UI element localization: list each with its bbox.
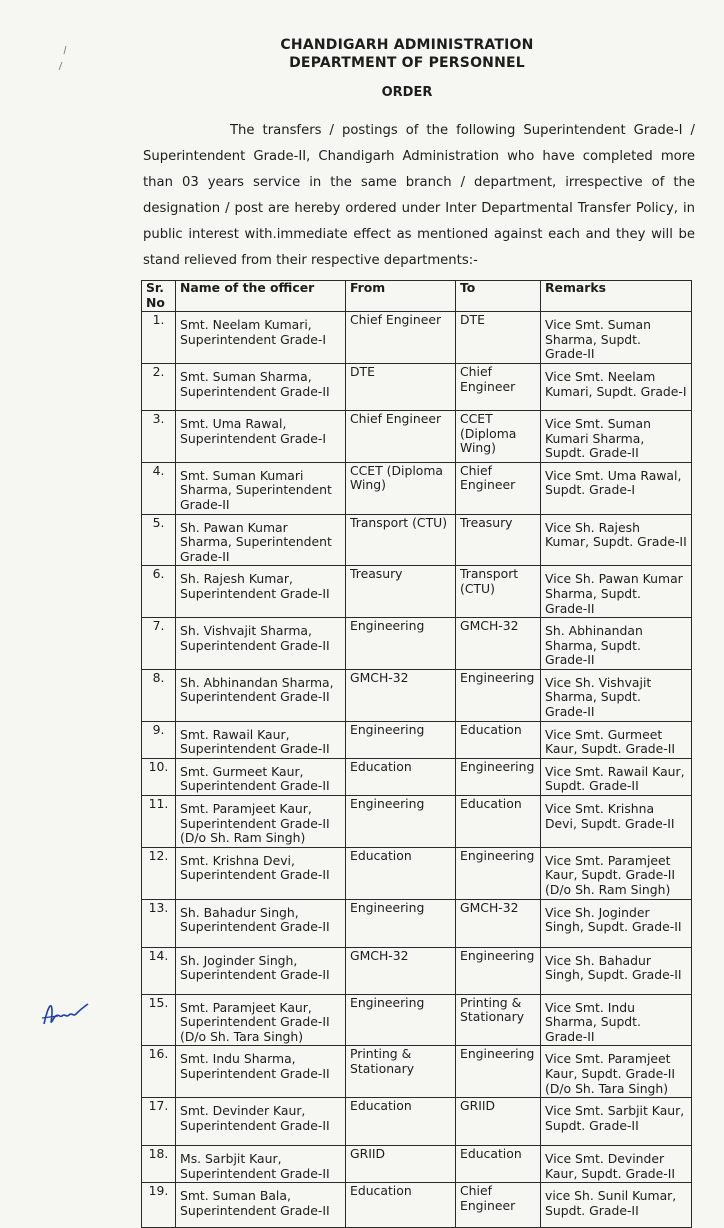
cell-to: GRIID — [456, 1098, 541, 1146]
cell-to: Engineering — [456, 669, 541, 721]
cell-sr: 8. — [142, 669, 176, 721]
table-row — [142, 618, 692, 670]
cell-sr: 11. — [142, 796, 176, 848]
cell-sr: 12. — [142, 847, 176, 899]
pen-stroke-mark-icon — [56, 44, 70, 74]
cell-sr: 15. — [142, 994, 176, 1046]
cell-remarks: Vice Sh. Pawan Kumar Sharma, Supdt. Grade-II — [541, 566, 692, 618]
table-row — [142, 1146, 692, 1183]
cell-sr: 16. — [142, 1046, 176, 1098]
cell-remarks: Vice Smt. Uma Rawal, Supdt. Grade-I — [541, 462, 692, 514]
cell-from: Education — [346, 1183, 456, 1228]
cell-to: Education — [456, 796, 541, 848]
order-heading: ORDER — [381, 85, 433, 100]
cell-name: Smt. Paramjeet Kaur, Superintendent Grade-II (D/o Sh. Ram Singh) — [176, 796, 346, 848]
table-header-row — [142, 281, 692, 312]
cell-to: Education — [456, 721, 541, 758]
cell-to: DTE — [456, 312, 541, 364]
cell-from: Transport (CTU) — [346, 514, 456, 566]
cell-remarks: Vice Smt. Indu Sharma, Supdt. Grade-II — [541, 994, 692, 1046]
cell-from: DTE — [346, 363, 456, 410]
table-row — [142, 514, 692, 566]
table-row — [142, 462, 692, 514]
department-title: DEPARTMENT OF PERSONNEL — [289, 55, 525, 71]
cell-to: Engineering — [456, 847, 541, 899]
cell-from: Engineering — [346, 796, 456, 848]
table-row — [142, 796, 692, 848]
cell-to: Chief Engineer — [456, 1183, 541, 1228]
transfer-table — [141, 280, 692, 1228]
cell-from: Education — [346, 1098, 456, 1146]
cell-to: Engineering — [456, 947, 541, 994]
cell-name: Smt. Gurmeet Kaur, Superintendent Grade-II — [176, 758, 346, 795]
cell-remarks: Vice Smt. Sarbjit Kaur, Supdt. Grade-II — [541, 1098, 692, 1146]
cell-remarks: Vice Smt. Paramjeet Kaur, Supdt. Grade-II (D/o Sh. Ram Singh) — [541, 847, 692, 899]
cell-name: Smt. Rawail Kaur, Superintendent Grade-II — [176, 721, 346, 758]
cell-from: Education — [346, 847, 456, 899]
cell-remarks: Vice Smt. Gurmeet Kaur, Supdt. Grade-II — [541, 721, 692, 758]
cell-from: CCET (Diploma Wing) — [346, 462, 456, 514]
cell-to: GMCH-32 — [456, 618, 541, 670]
cell-to: CCET (Diploma Wing) — [456, 410, 541, 462]
cell-from: Printing & Stationary — [346, 1046, 456, 1098]
cell-from: Chief Engineer — [346, 410, 456, 462]
cell-from: GMCH-32 — [346, 947, 456, 994]
cell-name: Sh. Abhinandan Sharma, Superintendent Grade-II — [176, 669, 346, 721]
cell-sr: 2. — [142, 363, 176, 410]
cell-remarks: Vice Sh. Joginder Singh, Supdt. Grade-II — [541, 899, 692, 947]
header-from: From — [346, 281, 456, 312]
cell-sr: 10. — [142, 758, 176, 795]
cell-name: Smt. Suman Kumari Sharma, Superintendent Grade-II — [176, 462, 346, 514]
org-title: CHANDIGARH ADMINISTRATION — [280, 37, 534, 53]
cell-sr: 5. — [142, 514, 176, 566]
cell-name: Smt. Suman Sharma, Superintendent Grade-II — [176, 363, 346, 410]
cell-sr: 1. — [142, 312, 176, 364]
cell-sr: 6. — [142, 566, 176, 618]
cell-name: Smt. Krishna Devi, Superintendent Grade-II — [176, 847, 346, 899]
cell-to: Transport (CTU) — [456, 566, 541, 618]
table-row — [142, 410, 692, 462]
table-row — [142, 1098, 692, 1146]
table-row — [142, 994, 692, 1046]
cell-sr: 14. — [142, 947, 176, 994]
cell-to: Education — [456, 1146, 541, 1183]
table-row — [142, 1183, 692, 1228]
table-row — [142, 758, 692, 795]
cell-to: Treasury — [456, 514, 541, 566]
table-row — [142, 312, 692, 364]
cell-name: Smt. Suman Bala, Superintendent Grade-II — [176, 1183, 346, 1228]
cell-to: Engineering — [456, 1046, 541, 1098]
cell-to: Chief Engineer — [456, 462, 541, 514]
cell-name: Smt. Neelam Kumari, Superintendent Grade-I — [176, 312, 346, 364]
cell-sr: 19. — [142, 1183, 176, 1228]
cell-remarks: Sh. Abhinandan Sharma, Supdt. Grade-II — [541, 618, 692, 670]
table-row — [142, 899, 692, 947]
cell-sr: 4. — [142, 462, 176, 514]
cell-remarks: Vice Smt. Krishna Devi, Supdt. Grade-II — [541, 796, 692, 848]
table-row — [142, 1046, 692, 1098]
cell-sr: 7. — [142, 618, 176, 670]
cell-remarks: Vice Smt. Neelam Kumari, Supdt. Grade-I — [541, 363, 692, 410]
cell-name: Sh. Pawan Kumar Sharma, Superintendent Grade-II — [176, 514, 346, 566]
cell-name: Sh. Rajesh Kumar, Superintendent Grade-II — [176, 566, 346, 618]
cell-sr: 17. — [142, 1098, 176, 1146]
header-remarks: Remarks — [541, 281, 692, 312]
table-row — [142, 721, 692, 758]
cell-from: Engineering — [346, 618, 456, 670]
cell-from: Treasury — [346, 566, 456, 618]
cell-remarks: Vice Sh. Vishvajit Sharma, Supdt. Grade-II — [541, 669, 692, 721]
cell-to: Printing & Stationary — [456, 994, 541, 1046]
cell-to: Engineering — [456, 758, 541, 795]
cell-sr: 13. — [142, 899, 176, 947]
cell-name: Sh. Joginder Singh, Superintendent Grade-II — [176, 947, 346, 994]
cell-from: GMCH-32 — [346, 669, 456, 721]
cell-name: Sh. Bahadur Singh, Superintendent Grade-II — [176, 899, 346, 947]
cell-sr: 18. — [142, 1146, 176, 1183]
table-row — [142, 363, 692, 410]
cell-remarks: Vice Smt. Suman Kumari Sharma, Supdt. Grade-II — [541, 410, 692, 462]
header-name: Name of the officer — [176, 281, 346, 312]
cell-remarks: Vice Sh. Bahadur Singh, Supdt. Grade-II — [541, 947, 692, 994]
cell-remarks: Vice Smt. Devinder Kaur, Supdt. Grade-II — [541, 1146, 692, 1183]
table-row — [142, 847, 692, 899]
cell-remarks: Vice Sh. Rajesh Kumar, Supdt. Grade-II — [541, 514, 692, 566]
cell-remarks: vice Sh. Sunil Kumar, Supdt. Grade-II — [541, 1183, 692, 1228]
cell-name: Smt. Uma Rawal, Superintendent Grade-I — [176, 410, 346, 462]
cell-sr: 3. — [142, 410, 176, 462]
table-row — [142, 669, 692, 721]
table-row — [142, 566, 692, 618]
cell-to: GMCH-32 — [456, 899, 541, 947]
signature-mark-icon — [40, 996, 92, 1030]
cell-from: Chief Engineer — [346, 312, 456, 364]
cell-name: Smt. Indu Sharma, Superintendent Grade-II — [176, 1046, 346, 1098]
cell-from: Engineering — [346, 899, 456, 947]
cell-name: Smt. Devinder Kaur, Superintendent Grade-II — [176, 1098, 346, 1146]
cell-to: Chief Engineer — [456, 363, 541, 410]
cell-name: Ms. Sarbjit Kaur, Superintendent Grade-II — [176, 1146, 346, 1183]
table-row — [142, 947, 692, 994]
cell-name: Smt. Paramjeet Kaur, Superintendent Grade-II (D/o Sh. Tara Singh) — [176, 994, 346, 1046]
cell-from: Engineering — [346, 721, 456, 758]
intro-paragraph: The transfers / postings of the following Superintendent Grade-I / Superintendent Grade-II, Chandigarh Administration who have completed more than 03 years service in the same branch / department, irrespective of the designation / post are hereby ordered under Inter Departmental Transfer Policy, in public interest with.immediate effect as mentioned against each and they will be stand relieved from their respective departments:- — [143, 123, 695, 268]
cell-remarks: Vice Smt. Rawail Kaur, Supdt. Grade-II — [541, 758, 692, 795]
header-to: To — [456, 281, 541, 312]
cell-from: Engineering — [346, 994, 456, 1046]
cell-from: Education — [346, 758, 456, 795]
cell-name: Sh. Vishvajit Sharma, Superintendent Grade-II — [176, 618, 346, 670]
cell-sr: 9. — [142, 721, 176, 758]
cell-remarks: Vice Smt. Suman Sharma, Supdt. Grade-II — [541, 312, 692, 364]
cell-from: GRIID — [346, 1146, 456, 1183]
header-sr: Sr. No — [142, 281, 176, 312]
cell-remarks: Vice Smt. Paramjeet Kaur, Supdt. Grade-II (D/o Sh. Tara Singh) — [541, 1046, 692, 1098]
